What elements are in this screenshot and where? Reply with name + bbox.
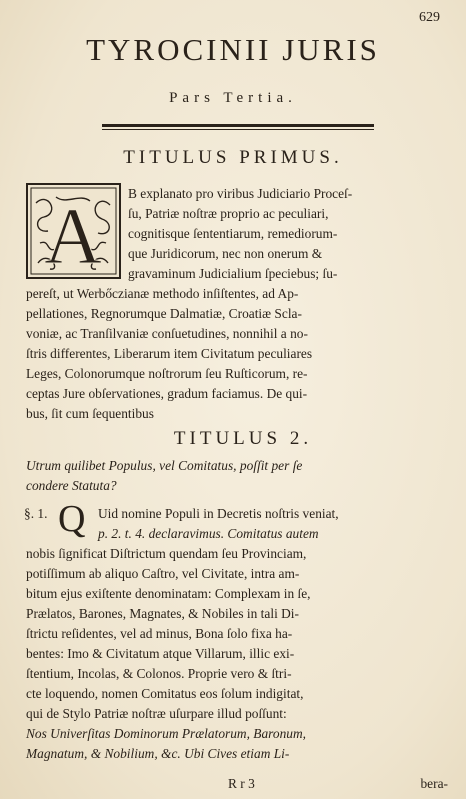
text-line: Nos Univerſitas Dominorum Prælatorum, Baronum, (26, 726, 306, 741)
text-line: Leges, Colonorumque noſtrorum ſeu Ruſticorum, re- (26, 366, 308, 381)
text-line: nobis ſignificat Diſtrictum quendam ſeu Provinciam, (26, 546, 307, 561)
running-title: TYROCINII JURIS (86, 32, 380, 67)
part-title: Pars Tertia. (169, 90, 297, 106)
signature-mark: R r 3 (228, 776, 255, 791)
text-line: pereſt, ut Werbőczianæ methodo inſiſtentes, ad Ap- (26, 286, 299, 301)
text-line: potiſſimum ab aliquo Caſtro, vel Civitate, intra am- (26, 566, 300, 581)
text-line: ſtrictu reſidentes, vel ad minus, Bona ſolo fixa ha- (26, 626, 293, 641)
text-line: Uid nomine Populi in Decretis noſtris veniat, (98, 506, 339, 521)
text-line: cte loquendo, nomen Comitatus eos ſolum indigitat, (26, 686, 304, 701)
section-title-primus: TITULUS PRIMUS. (123, 147, 343, 168)
text-line: pellationes, Regnorumque Dalmatiæ, Croatiæ Scla- (26, 306, 302, 321)
text-line: ceptas Jure obſervationes, gradum faciamus. De qui- (26, 386, 308, 401)
text-line: ſu, Patriæ noſtræ proprio ac peculiari, (128, 206, 329, 221)
text-line: ſtris differentes, Liberarum item Civitatum peculiares (26, 346, 313, 361)
text-line: que Juridicorum, nec non onerum & (128, 246, 323, 261)
catchword: bera- (420, 776, 448, 791)
paragraph-initial: Q (58, 498, 86, 540)
decorated-initial-icon (26, 183, 121, 279)
text-line: p. 2. t. 4. declaravimus. Comitatus autem (98, 526, 319, 541)
text-line: bentes: Imo & Civitatum atque Villarum, illic exi- (26, 646, 295, 661)
initial-letter: A (44, 193, 102, 279)
text-line: Magnatum, & Nobilium, &c. Ubi Cives etiam Li- (26, 746, 290, 761)
text-line: qui de Stylo Patriæ noſtræ uſurpare illud poſſunt: (26, 706, 287, 721)
text-line: bus, ſit cum ſequentibus (26, 406, 154, 421)
text-line: cognitisque ſententiarum, remediorum- (128, 226, 338, 241)
paragraph-mark: §. 1. (24, 506, 48, 521)
text-line: B explanato pro viribus Judiciario Proceſ- (128, 186, 353, 201)
text-line: Prælatos, Barones, Magnates, & Nobiles in tali Di- (26, 606, 299, 621)
question-line: condere Statuta? (26, 478, 117, 493)
text-line: ſtentium, Incolas, & Colonos. Proprie vero & ſtri- (26, 666, 292, 681)
page-number: 629 (419, 10, 440, 25)
text-line: bitum ejus exiſtente denominatam: Complexam in ſe, (26, 586, 311, 601)
text-line: gravaminum Judicialium ſpeciebus; ſu- (128, 266, 338, 281)
text-line: voniæ, ac Tranſilvaniæ conſuetudines, nonnihil a no- (26, 326, 308, 341)
question-line: Utrum quilibet Populus, vel Comitatus, poſſit per ſe (26, 458, 303, 473)
double-rule-divider (102, 124, 374, 131)
section-title-2: TITULUS 2. (173, 428, 313, 449)
